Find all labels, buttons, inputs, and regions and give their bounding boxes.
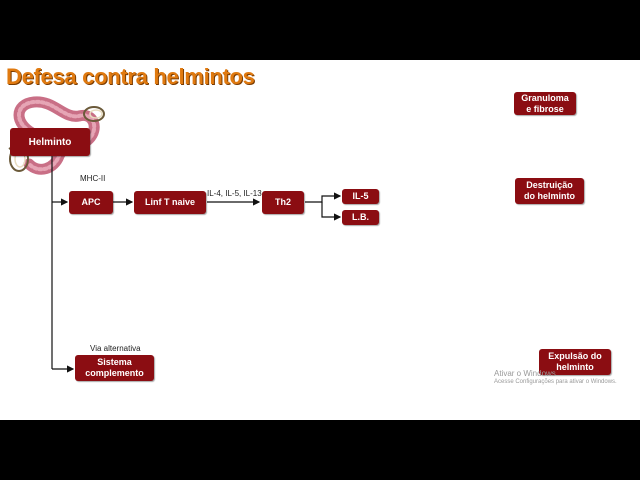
node-lb: L.B. [342,210,379,225]
activation-watermark-text: Acesse Configurações para ativar o Windows. [494,379,617,385]
activation-watermark-title: Ativar o Windows [494,369,556,378]
slide [0,60,640,420]
node-granuloma: Granuloma e fibrose [514,92,576,115]
label-via-alternativa: Via alternativa [90,344,141,353]
node-helminto: Helminto [10,128,90,156]
node-sistema-complemento: Sistema complemento [75,355,154,381]
label-cytokines: IL-4, IL-5, IL-13 [207,189,262,198]
node-expulsao: Expulsão do helminto [539,349,611,375]
slide-title: Defesa contra helmintos [6,64,255,89]
node-th2: Th2 [262,191,304,214]
node-destruicao: Destruição do helminto [515,178,584,204]
node-apc: APC [69,191,113,214]
node-il-5: IL-5 [342,189,379,204]
label-mhc-ii: MHC-II [80,174,106,183]
node-linf-t-naive: Linf T naive [134,191,206,214]
